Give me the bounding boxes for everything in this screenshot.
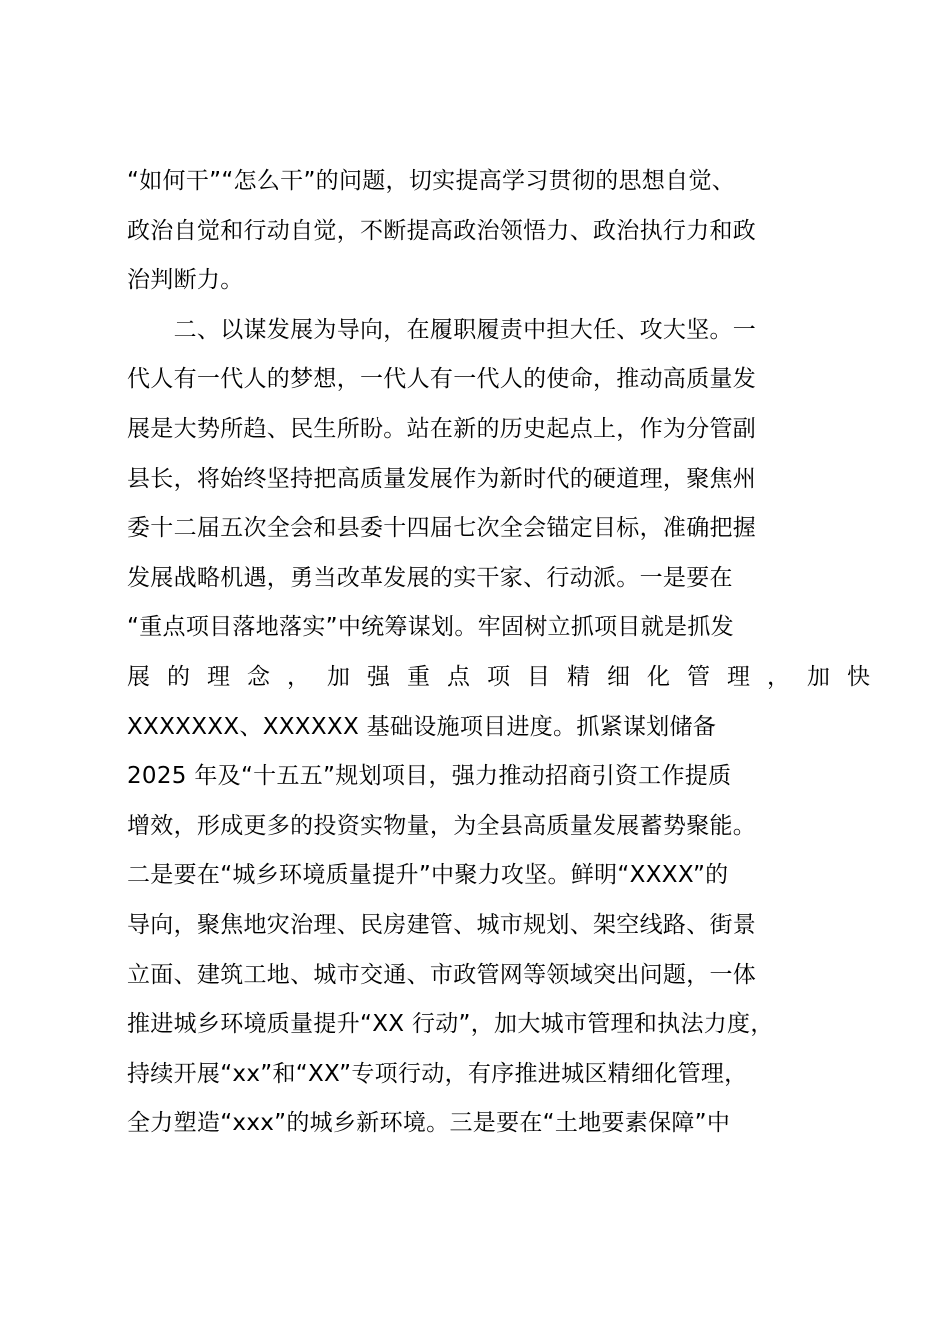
text-line: 二是要在“城乡环境质量提升”中聚力攻坚。鲜明“XXXX”的 <box>127 862 729 889</box>
text-line: 全力塑造“xxx”的城乡新环境。三是要在“土地要素保障”中 <box>127 1110 731 1137</box>
text-line: 发展战略机遇，勇当改革发展的实干家、行动派。一是要在 <box>127 564 733 591</box>
text-line: 治判断力。 <box>127 267 244 294</box>
text-line: 增效，形成更多的投资实物量，为全县高质量发展蓄势聚能。 <box>127 812 757 839</box>
text-line: 立面、建筑工地、城市交通、市政管网等领域突出问题，一体 <box>127 961 757 988</box>
text-line: 代人有一代人的梦想，一代人有一代人的使命，推动高质量发 <box>127 366 757 393</box>
text-line: 持续开展“xx”和“XX”专项行动，有序推进城区精细化管理， <box>127 1060 748 1087</box>
text-line: “如何干”“怎么干”的问题，切实提高学习贯彻的思想自觉、 <box>127 168 736 194</box>
text-line: 展的理念，加强重点项目精细化管理，加快 <box>127 663 887 690</box>
document-body <box>127 157 887 1149</box>
text-line: XXXXXXX、XXXXXX 基础设施项目进度。抓紧谋划储备 <box>127 713 717 740</box>
text-line: 二、以谋发展为导向，在履职履责中担大任、攻大坚。一 <box>127 316 757 343</box>
text-line: 导向，聚焦地灾治理、民房建管、城市规划、架空线路、街景 <box>127 911 757 938</box>
text-line: “重点项目落地落实”中统筹谋划。牢固树立抓项目就是抓发 <box>127 614 734 641</box>
text-line: 委十二届五次全会和县委十四届七次全会锚定目标，准确把握 <box>127 515 757 542</box>
text-line: 2025 年及“十五五”规划项目，强力推动招商引资工作提质 <box>127 763 732 790</box>
text-line: 展是大势所趋、民生所盼。站在新的历史起点上，作为分管副 <box>127 415 757 442</box>
text-line: 县长，将始终坚持把高质量发展作为新时代的硬道理，聚焦州 <box>127 465 757 492</box>
text-line: 推进城乡环境质量提升“XX 行动”，加大城市管理和执法力度， <box>127 1011 774 1038</box>
text-line: 政治自觉和行动自觉，不断提高政治领悟力、政治执行力和政 <box>127 217 757 244</box>
